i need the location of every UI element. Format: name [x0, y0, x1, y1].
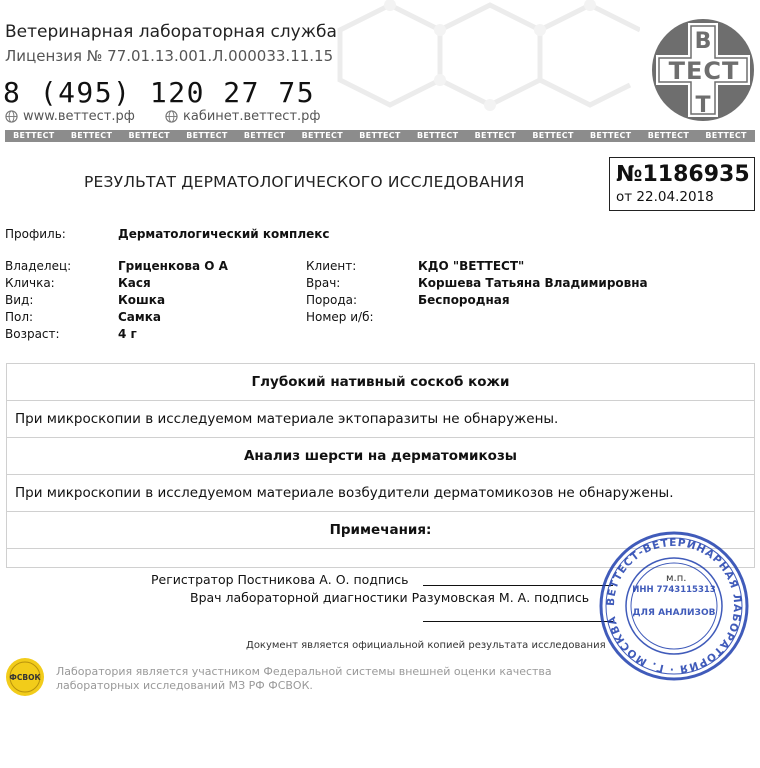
- globe-icon: [165, 110, 178, 123]
- age-label: Возраст:: [5, 327, 60, 341]
- section-header: Глубокий нативный соскоб кожи: [7, 364, 754, 401]
- stamp-outer-text: ВЕТТЕСТ-ВЕТЕРИНАРНАЯ ЛАБОРАТОРИЯ · Г. МОСКВА: [604, 536, 744, 676]
- client-label: Клиент:: [306, 259, 357, 273]
- section-header: Анализ шерсти на дерматомикозы: [7, 438, 754, 475]
- breed-value: Беспородная: [418, 293, 510, 307]
- sex-label: Пол:: [5, 310, 34, 324]
- registrar-signature-label: Регистратор Постникова А. О. подпись: [151, 572, 409, 587]
- cabinet-link[interactable]: [165, 109, 321, 124]
- stamp-center-text: ДЛЯ АНАЛИЗОВ: [632, 608, 716, 618]
- license-number: Лицензия № 77.01.13.001.Л.000033.11.15: [5, 47, 334, 65]
- strip-word: ВЕТТЕСТ: [590, 131, 632, 140]
- strip-word: ВЕТТЕСТ: [705, 131, 747, 140]
- nickname-value: Кася: [118, 276, 151, 290]
- website-link[interactable]: [5, 109, 135, 124]
- footer-line-1: Лаборатория является участником Федеральной системы внешней оценки качества: [56, 665, 552, 678]
- nickname-label: Кличка:: [5, 276, 55, 290]
- owner-value: Гриценкова О А: [118, 259, 228, 273]
- strip-word: ВЕТТЕСТ: [532, 131, 574, 140]
- brand-strip: [5, 130, 755, 142]
- strip-word: ВЕТТЕСТ: [359, 131, 401, 140]
- strip-word: ВЕТТЕСТ: [301, 131, 343, 140]
- document-date: от 22.04.2018: [616, 189, 714, 205]
- strip-word: ВЕТТЕСТ: [186, 131, 228, 140]
- strip-word: ВЕТТЕСТ: [416, 131, 459, 140]
- svg-text:Т: Т: [695, 93, 711, 118]
- notes-header: Примечания:: [7, 512, 754, 549]
- strip-word: ВЕТТЕСТ: [474, 131, 517, 140]
- svg-text:ТЕСТ: ТЕСТ: [668, 57, 740, 85]
- website-url: www.веттест.рф: [23, 109, 135, 124]
- owner-label: Владелец:: [5, 259, 72, 273]
- quality-control-footer: [56, 665, 552, 693]
- section-result: При микроскопии в исследуемом материале возбудители дерматомикозов не обнаружены.: [7, 475, 754, 512]
- registrar-signature-line: [423, 585, 613, 586]
- profile-value: Дерматологический комплекс: [118, 227, 330, 241]
- seal-place-label: м.п.: [666, 573, 687, 584]
- document-number-box: [609, 157, 755, 211]
- document-number: №1186935: [616, 162, 750, 187]
- age-value: 4 г: [118, 327, 137, 341]
- section-result: При микроскопии в исследуемом материале эктопаразиты не обнаружены.: [7, 401, 754, 438]
- hexagon-pattern: [330, 0, 640, 125]
- document-title: РЕЗУЛЬТАТ ДЕРМАТОЛОГИЧЕСКОГО ИССЛЕДОВАНИЯ: [84, 173, 525, 191]
- breed-label: Порода:: [306, 293, 358, 307]
- species-label: Вид:: [5, 293, 34, 307]
- phone-number[interactable]: 8 (495) 120 27 75: [3, 76, 316, 109]
- doctor-signature-label: Врач лабораторной диагностики Разумовская М. А. подпись: [190, 590, 590, 605]
- client-value: КДО "ВЕТТЕСТ": [418, 259, 525, 273]
- stamp-inn: ИНН 7743115313: [632, 585, 716, 595]
- doctor-signature-line: [423, 621, 613, 622]
- strip-word: ВЕТТЕСТ: [13, 131, 55, 140]
- globe-icon: [5, 110, 18, 123]
- fsvok-badge: [5, 657, 45, 697]
- svg-text:В: В: [694, 29, 712, 54]
- strip-word: ВЕТТЕСТ: [243, 131, 286, 140]
- vettest-logo: [650, 17, 756, 123]
- record-id-label: Номер и/б:: [306, 310, 374, 324]
- sex-value: Самка: [118, 310, 161, 324]
- fsvok-badge-text: ФСВОК: [9, 673, 41, 682]
- doctor-value: Коршева Татьяна Владимировна: [418, 276, 648, 290]
- species-value: Кошка: [118, 293, 166, 307]
- cabinet-url: кабинет.веттест.рф: [183, 109, 321, 124]
- official-copy-note: Документ является официальной копией результата исследования: [246, 640, 606, 651]
- strip-word: ВЕТТЕСТ: [70, 131, 113, 140]
- profile-label: Профиль:: [5, 227, 66, 241]
- lab-service-title: Ветеринарная лабораторная служба: [5, 22, 337, 42]
- strip-word: ВЕТТЕСТ: [647, 131, 690, 140]
- strip-word: ВЕТТЕСТ: [128, 131, 170, 140]
- doctor-label: Врач:: [306, 276, 341, 290]
- round-stamp: [598, 530, 750, 682]
- footer-line-2: лабораторных исследований МЗ РФ ФСВОК.: [56, 679, 313, 692]
